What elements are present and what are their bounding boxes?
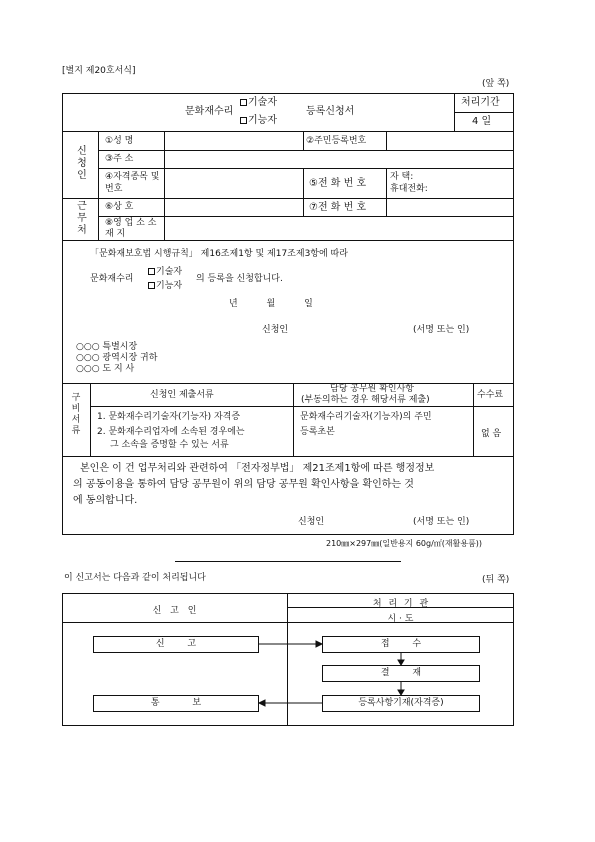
agency-column-header: 처 리 기 관 (372, 599, 429, 609)
workplace-section-label: 근무처 (77, 201, 87, 236)
statement-signer-label: 신청인 (262, 325, 289, 335)
submit-doc-1: 1. 문화재수리기술자(기능자) 자격증 (97, 412, 241, 422)
reporter-column-header: 신 고 인 (152, 606, 197, 616)
statement-legal-basis: 「문화재보호법 시행규칙」 제16조제1항 및 제17조제3항에 따라 (90, 249, 348, 259)
rrn-label: ②주민등록번호 (306, 136, 367, 146)
statement-option-craftsman: 기능자 (148, 282, 182, 291)
processing-period-value: 4 일 (472, 116, 492, 127)
fee-value: 없 음 (481, 429, 502, 439)
notify-box: 통 보 (93, 695, 259, 712)
paper-spec: 210㎜×297㎜(일반용지 60g/㎡(재활용품)) (326, 539, 483, 548)
consent-line-3: 에 동의합니다. (73, 495, 138, 506)
mobile-phone-label: 휴대전화: (390, 184, 428, 194)
statement-signature: (서명 또는 인) (413, 325, 470, 335)
submit-doc-2b: 그 소속을 증명할 수 있는 서류 (110, 440, 229, 450)
receive-box: 접 수 (322, 636, 480, 653)
consent-signer-label: 신청인 (298, 517, 325, 527)
applicant-section-label: 신청인 (77, 146, 87, 181)
consent-line-1: 본인은 이 건 업무처리와 관련하여 「전자정부법」 제21조제1항에 따른 행정정보 (80, 463, 435, 474)
fee-header: 수수료 (477, 390, 504, 400)
register-box: 등록사항기재(자격증) (322, 695, 480, 712)
address-label: ③주 소 (105, 154, 134, 164)
trade-name-label: ⑥상 호 (105, 202, 134, 212)
official-check-1: 문화재수리기술자(기능자)의 주민 (300, 412, 432, 422)
addressee-province: ○○○ 도 지 사 (76, 364, 135, 374)
application-date: 년 월 일 (229, 299, 313, 309)
addressee-metro-city: ○○○ 광역시장 귀하 (76, 353, 158, 363)
submit-doc-2a: 2. 문화재수리업자에 소속된 경우에는 (97, 427, 245, 437)
official-check-header: 담당 공무원 확인사항 (330, 384, 414, 394)
statement-suffix: 의 등록을 신청합니다. (196, 274, 283, 284)
work-phone-label: ⑦전 화 번 호 (309, 202, 367, 213)
approve-box: 결 재 (322, 665, 480, 682)
name-label: ①성 명 (105, 136, 134, 146)
page-side-back: (뒤 쪽) (482, 575, 510, 585)
title-prefix: 문화재수리 (185, 106, 234, 117)
official-check-2: 등록초본 (300, 427, 335, 437)
applicant-phone-label: ⑤전 화 번 호 (309, 178, 367, 189)
statement-prefix: 문화재수리 (90, 274, 134, 284)
documents-section-label: 구비서류 (71, 393, 81, 436)
statement-option-technician: 기술자 (148, 268, 182, 277)
official-check-subheader: (부동의하는 경우 해당서류 제출) (301, 395, 430, 405)
processing-period-label: 처리기간 (461, 97, 500, 108)
page-side-front: (앞 쪽) (482, 79, 510, 89)
qualification-label: ④자격종목 및 번호 (105, 172, 160, 194)
form-reference: [별지 제20호서식] (62, 66, 136, 76)
consent-signature: (서명 또는 인) (413, 517, 470, 527)
submit-docs-header: 신청인 제출서류 (150, 390, 214, 400)
title-option-technician: 기술자 (240, 98, 277, 108)
report-box: 신 고 (93, 636, 259, 653)
consent-line-2: 의 공동이용을 통하여 담당 공무원이 위의 담당 공무원 확인사항을 확인하는 것 (73, 479, 414, 490)
business-location-label: ⑧영 업 소 소 재 지 (105, 218, 157, 239)
back-intro: 이 신고서는 다음과 같이 처리됩니다 (64, 573, 206, 583)
home-phone-label: 자 택: (390, 172, 414, 182)
title-option-craftsman: 기능자 (240, 116, 277, 126)
agency-subheader: 시 · 도 (387, 614, 414, 624)
title-suffix: 등록신청서 (306, 106, 355, 117)
addressee-special-city: ○○○ 특별시장 (76, 342, 138, 352)
